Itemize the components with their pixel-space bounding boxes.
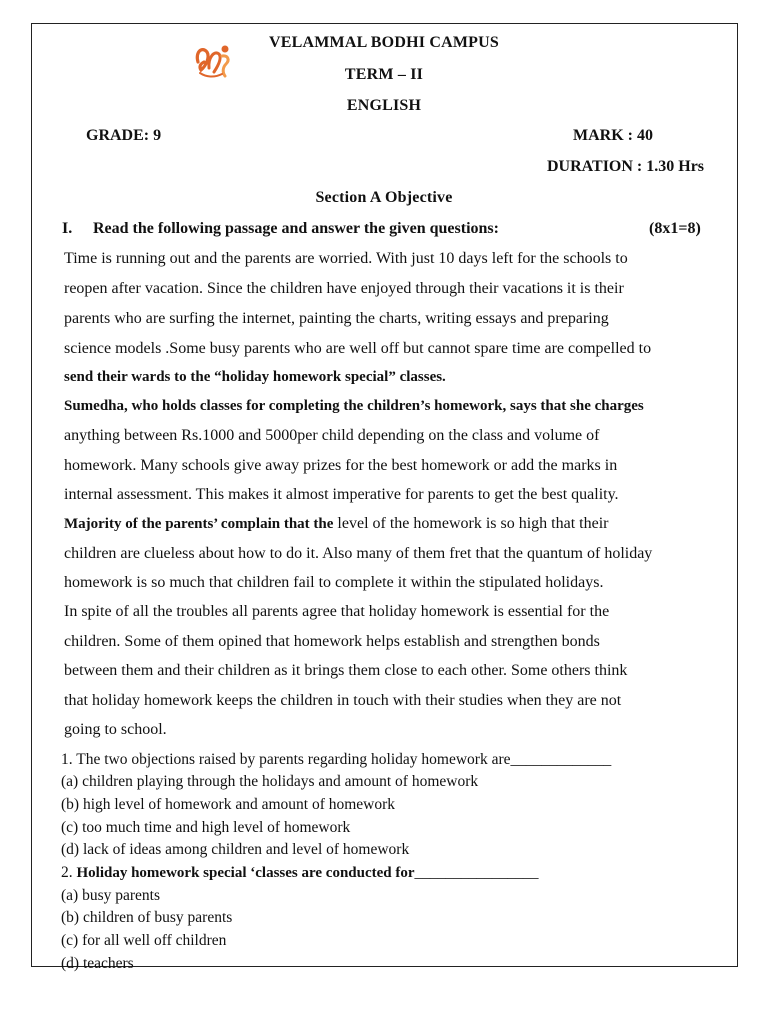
passage-line: homework. Many schools give away prizes for the best homework or add the marks in bbox=[64, 457, 618, 474]
mark-label: MARK : 40 bbox=[573, 127, 653, 144]
section-title: Section A Objective bbox=[315, 189, 453, 206]
passage-line: parents who are surfing the internet, painting the charts, writing essays and preparing bbox=[64, 310, 609, 327]
passage-line: Sumedha, who holds classes for completing the children’s homework, says that she charges bbox=[64, 398, 644, 414]
option-c: (c) for all well off children bbox=[61, 932, 227, 949]
question-stem bbox=[61, 864, 539, 882]
option-c: (c) too much time and high level of homework bbox=[61, 819, 351, 836]
passage-line: going to school. bbox=[64, 721, 167, 738]
passage-line: that holiday homework keeps the children in touch with their studies when they are not bbox=[64, 692, 622, 709]
passage-line: homework is so much that children fail to complete it within the stipulated holidays. bbox=[64, 574, 604, 591]
subject-label: ENGLISH bbox=[346, 97, 422, 114]
option-a: (a) children playing through the holidays and amount of homework bbox=[61, 773, 479, 790]
passage-line: children are clueless about how to do it. Also many of them fret that the quantum of holiday bbox=[64, 545, 653, 562]
passage-line: In spite of all the troubles all parents agree that holiday homework is essential for the bbox=[64, 603, 610, 620]
instruction-marks: (8x1=8) bbox=[649, 220, 701, 237]
question-stem-text: Holiday homework special ‘classes are conducted for bbox=[76, 865, 415, 881]
instruction-number: I. bbox=[62, 220, 73, 237]
passage-line: science models .Some busy parents who are well off but cannot spare time are compelled to bbox=[64, 340, 652, 357]
passage-line: between them and their children as it brings them close to each other. Some others think bbox=[64, 662, 628, 679]
instruction-text: Read the following passage and answer the given questions: bbox=[93, 220, 499, 237]
grade-label: GRADE: 9 bbox=[86, 127, 162, 144]
option-d: (d) teachers bbox=[61, 955, 134, 972]
duration-label: DURATION : 1.30 Hrs bbox=[547, 158, 705, 175]
passage-rest-span: level of the homework is so high that their bbox=[333, 515, 609, 532]
question-stem: 1. The two objections raised by parents regarding holiday homework are_____________ bbox=[61, 751, 612, 768]
option-b: (b) high level of homework and amount of homework bbox=[61, 796, 396, 813]
passage-line bbox=[64, 515, 608, 533]
option-a: (a) busy parents bbox=[61, 887, 160, 904]
question-number: 2. bbox=[61, 864, 77, 881]
passage-line: children. Some of them opined that homework helps establish and strengthen bonds bbox=[64, 633, 600, 650]
passage-bold-span: Majority of the parents’ complain that the bbox=[64, 516, 334, 532]
option-b: (b) children of busy parents bbox=[61, 909, 233, 926]
passage-line: Time is running out and the parents are worried. With just 10 days left for the schools to bbox=[64, 250, 628, 267]
passage-line: send their wards to the “holiday homework special” classes. bbox=[64, 369, 446, 385]
school-name: VELAMMAL BODHI CAMPUS bbox=[269, 34, 499, 51]
passage-line: anything between Rs.1000 and 5000per child depending on the class and volume of bbox=[64, 427, 600, 444]
option-d: (d) lack of ideas among children and level of homework bbox=[61, 841, 410, 858]
question-blank: ________________ bbox=[414, 864, 539, 881]
passage-line: reopen after vacation. Since the children have enjoyed through their vacations it is their bbox=[64, 280, 624, 297]
term-label: TERM – II bbox=[344, 66, 424, 83]
passage-line: internal assessment. This makes it almost imperative for parents to get the best quality. bbox=[64, 486, 619, 503]
